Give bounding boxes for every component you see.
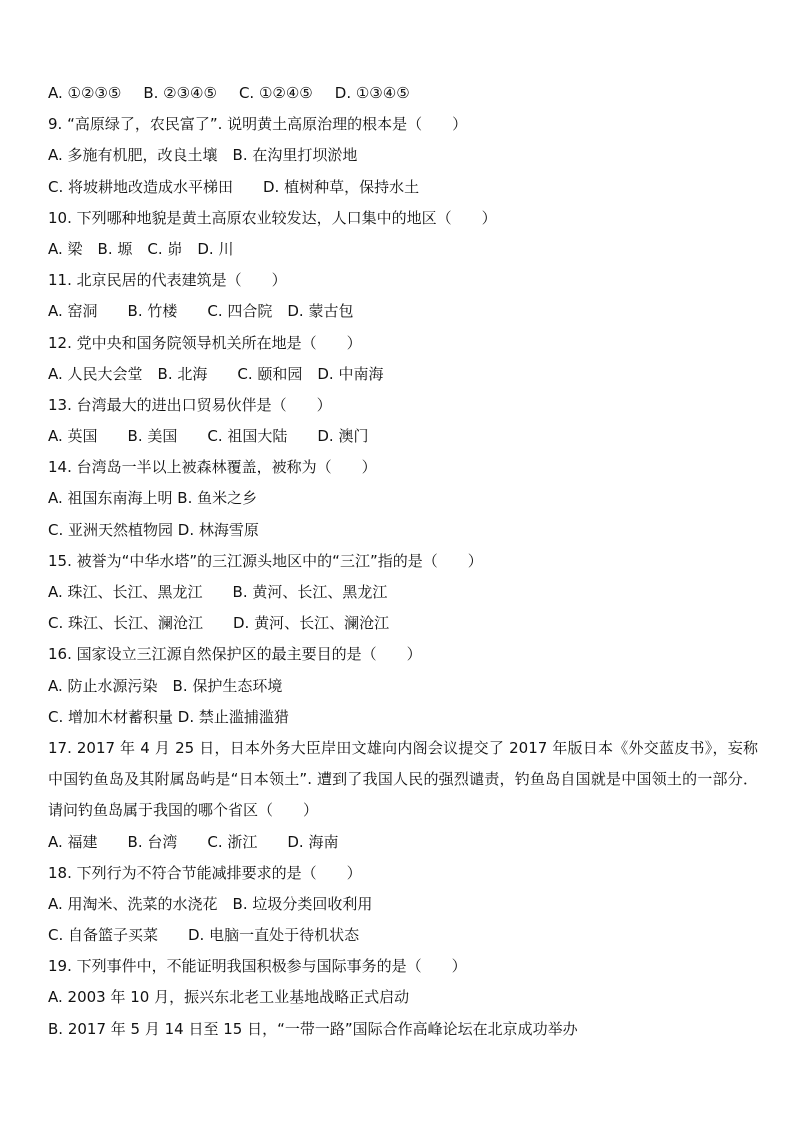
- q18-stem: 18. 下列行为不符合节能减排要求的是（ ）: [48, 863, 362, 882]
- q13-stem: 13. 台湾最大的进出口贸易伙伴是（ ）: [48, 395, 332, 414]
- q16-options-row2: C. 增加木材蓄积量 D. 禁止滥捕滥猎: [48, 707, 289, 726]
- q15-stem: 15. 被誉为“中华水塔”的三江源头地区中的“三江”指的是（ ）: [48, 551, 483, 570]
- q8-option-b: B. ②③④⑤: [143, 84, 217, 102]
- q11-options-row1: A. 窑洞 B. 竹楼 C. 四合院 D. 蒙古包: [48, 302, 354, 321]
- q16-options-row1: A. 防止水源污染 B. 保护生态环境: [48, 676, 283, 695]
- q15-options-row1: A. 珠江、长江、黑龙江 B. 黄河、长江、黑龙江: [48, 583, 388, 601]
- q14-options-row2: C. 亚洲天然植物园 D. 林海雪原: [48, 520, 259, 539]
- q9-options-row2: C. 将坡耕地改造成水平梯田 D. 植树种草，保持水土: [48, 177, 420, 196]
- q19-options-row2: B. 2017 年 5 月 14 日至 15 日，“一带一路”国际合作高峰论坛在北京成功举办: [48, 1019, 578, 1038]
- q8-options: [48, 78, 758, 109]
- q17-stem: 17. 2017 年 4 月 25 日，日本外务大臣岸田文雄向内阁会议提交了 2017 年版日本《外交蓝皮书》，妄称中国钓鱼岛及其附属岛屿是“日本领土”. 遭到了我国人民的强烈谴责，钓鱼岛自国就是中国领土的一部分．请问钓鱼岛属于我国的哪个省区（ ）: [48, 738, 758, 820]
- exam-page: [48, 78, 758, 1045]
- q8-option-d: D. ①③④⑤: [334, 84, 410, 102]
- q8-option-c: C. ①②④⑤: [238, 84, 313, 102]
- q17-options-row1: A. 福建 B. 台湾 C. 浙江 D. 海南: [48, 832, 339, 851]
- q14-options-row1: A. 祖国东南海上明 B. 鱼米之乡: [48, 489, 258, 508]
- q9-stem: 9. “高原绿了，农民富了”. 说明黄土高原治理的根本是（ ）: [48, 115, 468, 134]
- q19-options-row1: A. 2003 年 10 月，振兴东北老工业基地战略正式启动: [48, 988, 410, 1007]
- q14-stem: 14. 台湾岛一半以上被森林覆盖，被称为（ ）: [48, 458, 377, 477]
- q13-options-row1: A. 英国 B. 美国 C. 祖国大陆 D. 澳门: [48, 427, 369, 446]
- q16-stem: 16. 国家设立三江源自然保护区的最主要目的是（ ）: [48, 645, 422, 664]
- q12-stem: 12. 党中央和国务院领导机关所在地是（ ）: [48, 333, 362, 352]
- q12-options-row1: A. 人民大会堂 B. 北海 C. 颐和园 D. 中南海: [48, 364, 384, 383]
- q10-stem: 10. 下列哪种地貌是黄土高原农业较发达，人口集中的地区（ ）: [48, 208, 497, 227]
- q9-options-row1: A. 多施有机肥，改良土壤 B. 在沟里打坝淤地: [48, 146, 358, 165]
- q19-stem: 19. 下列事件中，不能证明我国积极参与国际事务的是（ ）: [48, 957, 467, 976]
- q10-options-row1: A. 梁 B. 塬 C. 峁 D. 川: [48, 239, 234, 258]
- q18-options-row1: A. 用淘米、洗菜的水浇花 B. 垃圾分类回收利用: [48, 894, 373, 913]
- q8-option-a: A. ①②③⑤: [48, 84, 122, 102]
- q15-options-row2: C. 珠江、长江、澜沧江 D. 黄河、长江、澜沧江: [48, 614, 390, 633]
- q11-stem: 11. 北京民居的代表建筑是（ ）: [48, 271, 287, 290]
- q18-options-row2: C. 自备篮子买菜 D. 电脑一直处于待机状态: [48, 926, 360, 945]
